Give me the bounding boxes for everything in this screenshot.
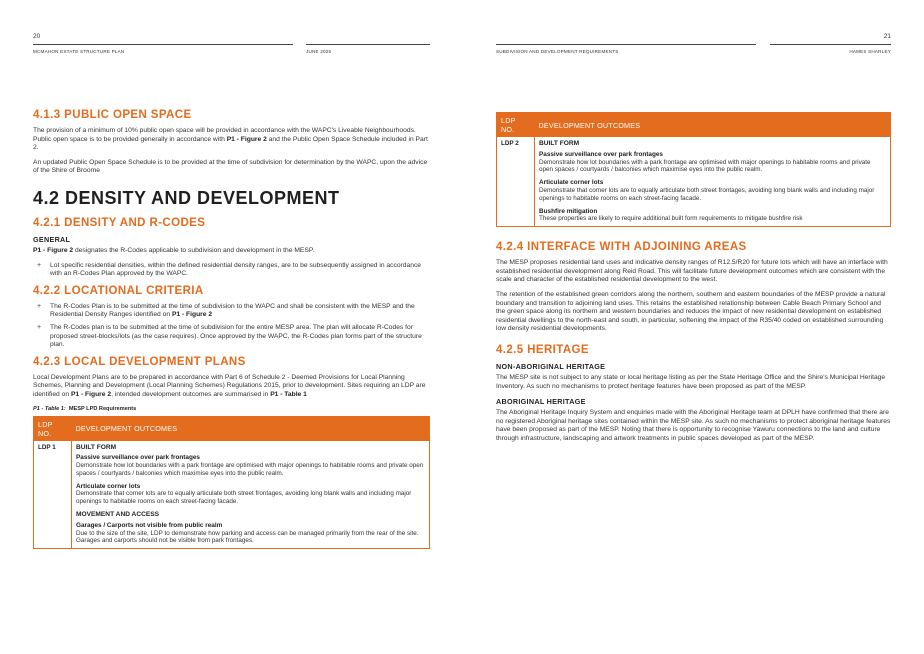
development-outcomes-cell: BUILT FORM Passive surveillance over park frontages Demonstrate how lot boundaries with a park frontage are optimised with major openings to habitable rooms and private open spaces / courtyards / balconies which maximise eyes into the public realm. Articulate corner lots Demonstrate that corner lots are to equally articulate both street frontages, avoiding long blank walls and including major openings to habitable rooms on each street-facing facade. MOVEMENT AND ACCESS Garages / Carports not visible from public realm Due to the size of the site, LDP to demonstrate how parking and access can be managed primarily from the rear of the site. Garages and carports should not be visible from park frontages. [76, 443, 424, 545]
plus-icon: + [37, 323, 42, 331]
subheading-non-aboriginal-heritage: NON-ABORIGINAL HERITAGE [496, 361, 606, 371]
ldp-number: LDP 1 [34, 441, 72, 549]
header-rule [306, 44, 430, 45]
paragraph: Local Development Plans are to be prepared in accordance with Part 6 of Schedule 2 - Deemed Provisions for Local Planning Schemes, Planning and Development (Local Planning Schemes) Regulations 2015, prior to development. Sites requiring an LDP are identified on P1 - Figure 2, intended development outcomes are summarised in P1 - Table 1 [33, 373, 426, 398]
paragraph: The Aboriginal Heritage Inquiry System and enquiries made with the Aboriginal Heritage team at DPLH have confirmed that there are no registered Aboriginal heritage sites contained within the MESP site. As such no mechanisms to protect aboriginal heritage features have been proposed as part of the MESP. Noting that there is opportunity to recognise Yawuru connections to the land and culture through infrastructure, landscaping and artwork treatments in public spaces developed as part of the MESP. [496, 409, 891, 442]
section-heading-4-2-3: 4.2.3 LOCAL DEVELOPMENT PLANS [33, 355, 246, 368]
section-heading-4-1-3: 4.1.3 PUBLIC OPEN SPACE [33, 109, 192, 121]
running-header: SUBDIVISION AND DEVELOPMENT REQUIREMENTS [496, 49, 619, 54]
right-page [462, 0, 924, 654]
ldp-table-2 [496, 112, 891, 227]
paragraph: The MESP site is not subject to any state or local heritage listing as per the State Heritage Office and the Shire's Municipal Heritage Inventory. As such no mechanisms to protect heritage features have been proposed as part of the MESP. [496, 373, 886, 390]
running-header: MCMAHON ESTATE STRUCTURE PLAN [33, 49, 125, 54]
development-outcomes-cell: BUILT FORM Passive surveillance over park frontages Demonstrate how lot boundaries with a park frontage are optimised with major openings to habitable rooms and private open spaces / courtyards / balconies which maximise eyes into the public realm. Articulate corner lots Demonstrate that corner lots are to equally articulate both street frontages, avoiding long blank walls and including major openings to habitable rooms on each street-facing facade. Bushfire mitigation These properties are likely to require additional built form requirements to mitigate bushfire risk [539, 140, 875, 223]
section-heading-4-2-1: 4.2.1 DENSITY AND R-CODES [33, 216, 206, 229]
section-heading-4-2: 4.2 DENSITY AND DEVELOPMENT [33, 187, 340, 208]
list-item: + The R-Codes plan is to be submitted at the time of subdivision for the entire MESP area. The plan will allocate R-Codes for proposed street-blocks/lots (as the case requires). Once approved by the WAPC, the R-Codes plan forms part of the structure plan. [37, 323, 422, 349]
plus-icon: + [37, 261, 42, 269]
header-rule [770, 44, 891, 45]
running-header-firm: HAMES SHARLEY [849, 49, 891, 54]
ldp-table-1 [33, 416, 430, 550]
right-content [496, 112, 891, 449]
subheading-aboriginal-heritage: ABORIGINAL HERITAGE [496, 397, 586, 407]
table-row [497, 137, 891, 227]
paragraph: The provision of a minimum of 10% public open space will be provided in accordance with the WAPC's Liveable Neighbourhoods. Public open space is to be provided generally in accordance with P1 - Figure 2 and the Public Open Space Schedule included in Part 2. [33, 127, 428, 152]
bullet-list [33, 262, 430, 279]
header-rule [496, 44, 756, 45]
page-number: 21 [883, 33, 891, 40]
list-item: + The R-Codes Plan is to be submitted at the time of subdivision to the WAPC and shall be consistent with the MESP and the Residential Density Ranges identified on P1 - Figure 2 [37, 302, 415, 319]
list-item: + Lot specific residential densities, within the defined residential density ranges, are to be subsequently assigned in accordance with an R-Codes Plan approved by the WAPC. [37, 261, 422, 278]
section-heading-4-2-2: 4.2.2 LOCATIONAL CRITERIA [33, 284, 204, 297]
plus-icon: + [37, 302, 42, 310]
section-heading-4-2-4: 4.2.4 INTERFACE WITH ADJOINING AREAS [496, 241, 747, 254]
table-row [34, 441, 430, 549]
paragraph: An updated Public Open Space Schedule is to be provided at the time of subdivision for determination by the WAPC, upon the advice of the Shire of Broome [33, 158, 428, 175]
header-rule [33, 44, 293, 45]
ldp-number: LDP 2 [497, 137, 535, 227]
paragraph: P1 - Figure 2 designates the R-Codes applicable to subdivision and development in the MESP. [33, 246, 315, 254]
page-number: 20 [33, 33, 41, 40]
section-heading-4-2-5: 4.2.5 HERITAGE [496, 343, 589, 356]
table-caption: P1 - Table 1: MESP LPD Requirements [33, 405, 137, 412]
paragraph: The MESP proposes residential land uses and indicative density ranges of R12.5/R20 for future lots which will have an interface with established residential development along Reid Road. This will facilitate future development outcomes which are consistent with the scale and character of the established residential development to the west. [496, 259, 888, 284]
table-header-outcomes: DEVELOPMENT OUTCOMES [72, 416, 430, 441]
table-header-outcomes: DEVELOPMENT OUTCOMES [535, 113, 891, 138]
bullet-list [33, 303, 430, 350]
table-header-ldp-no: LDP NO. [497, 113, 535, 138]
left-content [33, 109, 430, 549]
subheading-general: GENERAL [33, 234, 71, 244]
running-header-date: JUNE 2025 [306, 49, 332, 54]
table-header-ldp-no: LDP NO. [34, 416, 72, 441]
paragraph: The retention of the established green corridors along the northern, southern and eastern boundaries of the MESP provide a natural boundary and transition to adjoining land uses. This retains the established relationship between Cable Beach Primary School and the green space along its northern and western boundaries and reduces the impact of new residential development on established residential dwellings to the north-east and south, in particular, softening the impact of the R35/40 coded on established surrounding low density residential developments. [496, 290, 886, 333]
